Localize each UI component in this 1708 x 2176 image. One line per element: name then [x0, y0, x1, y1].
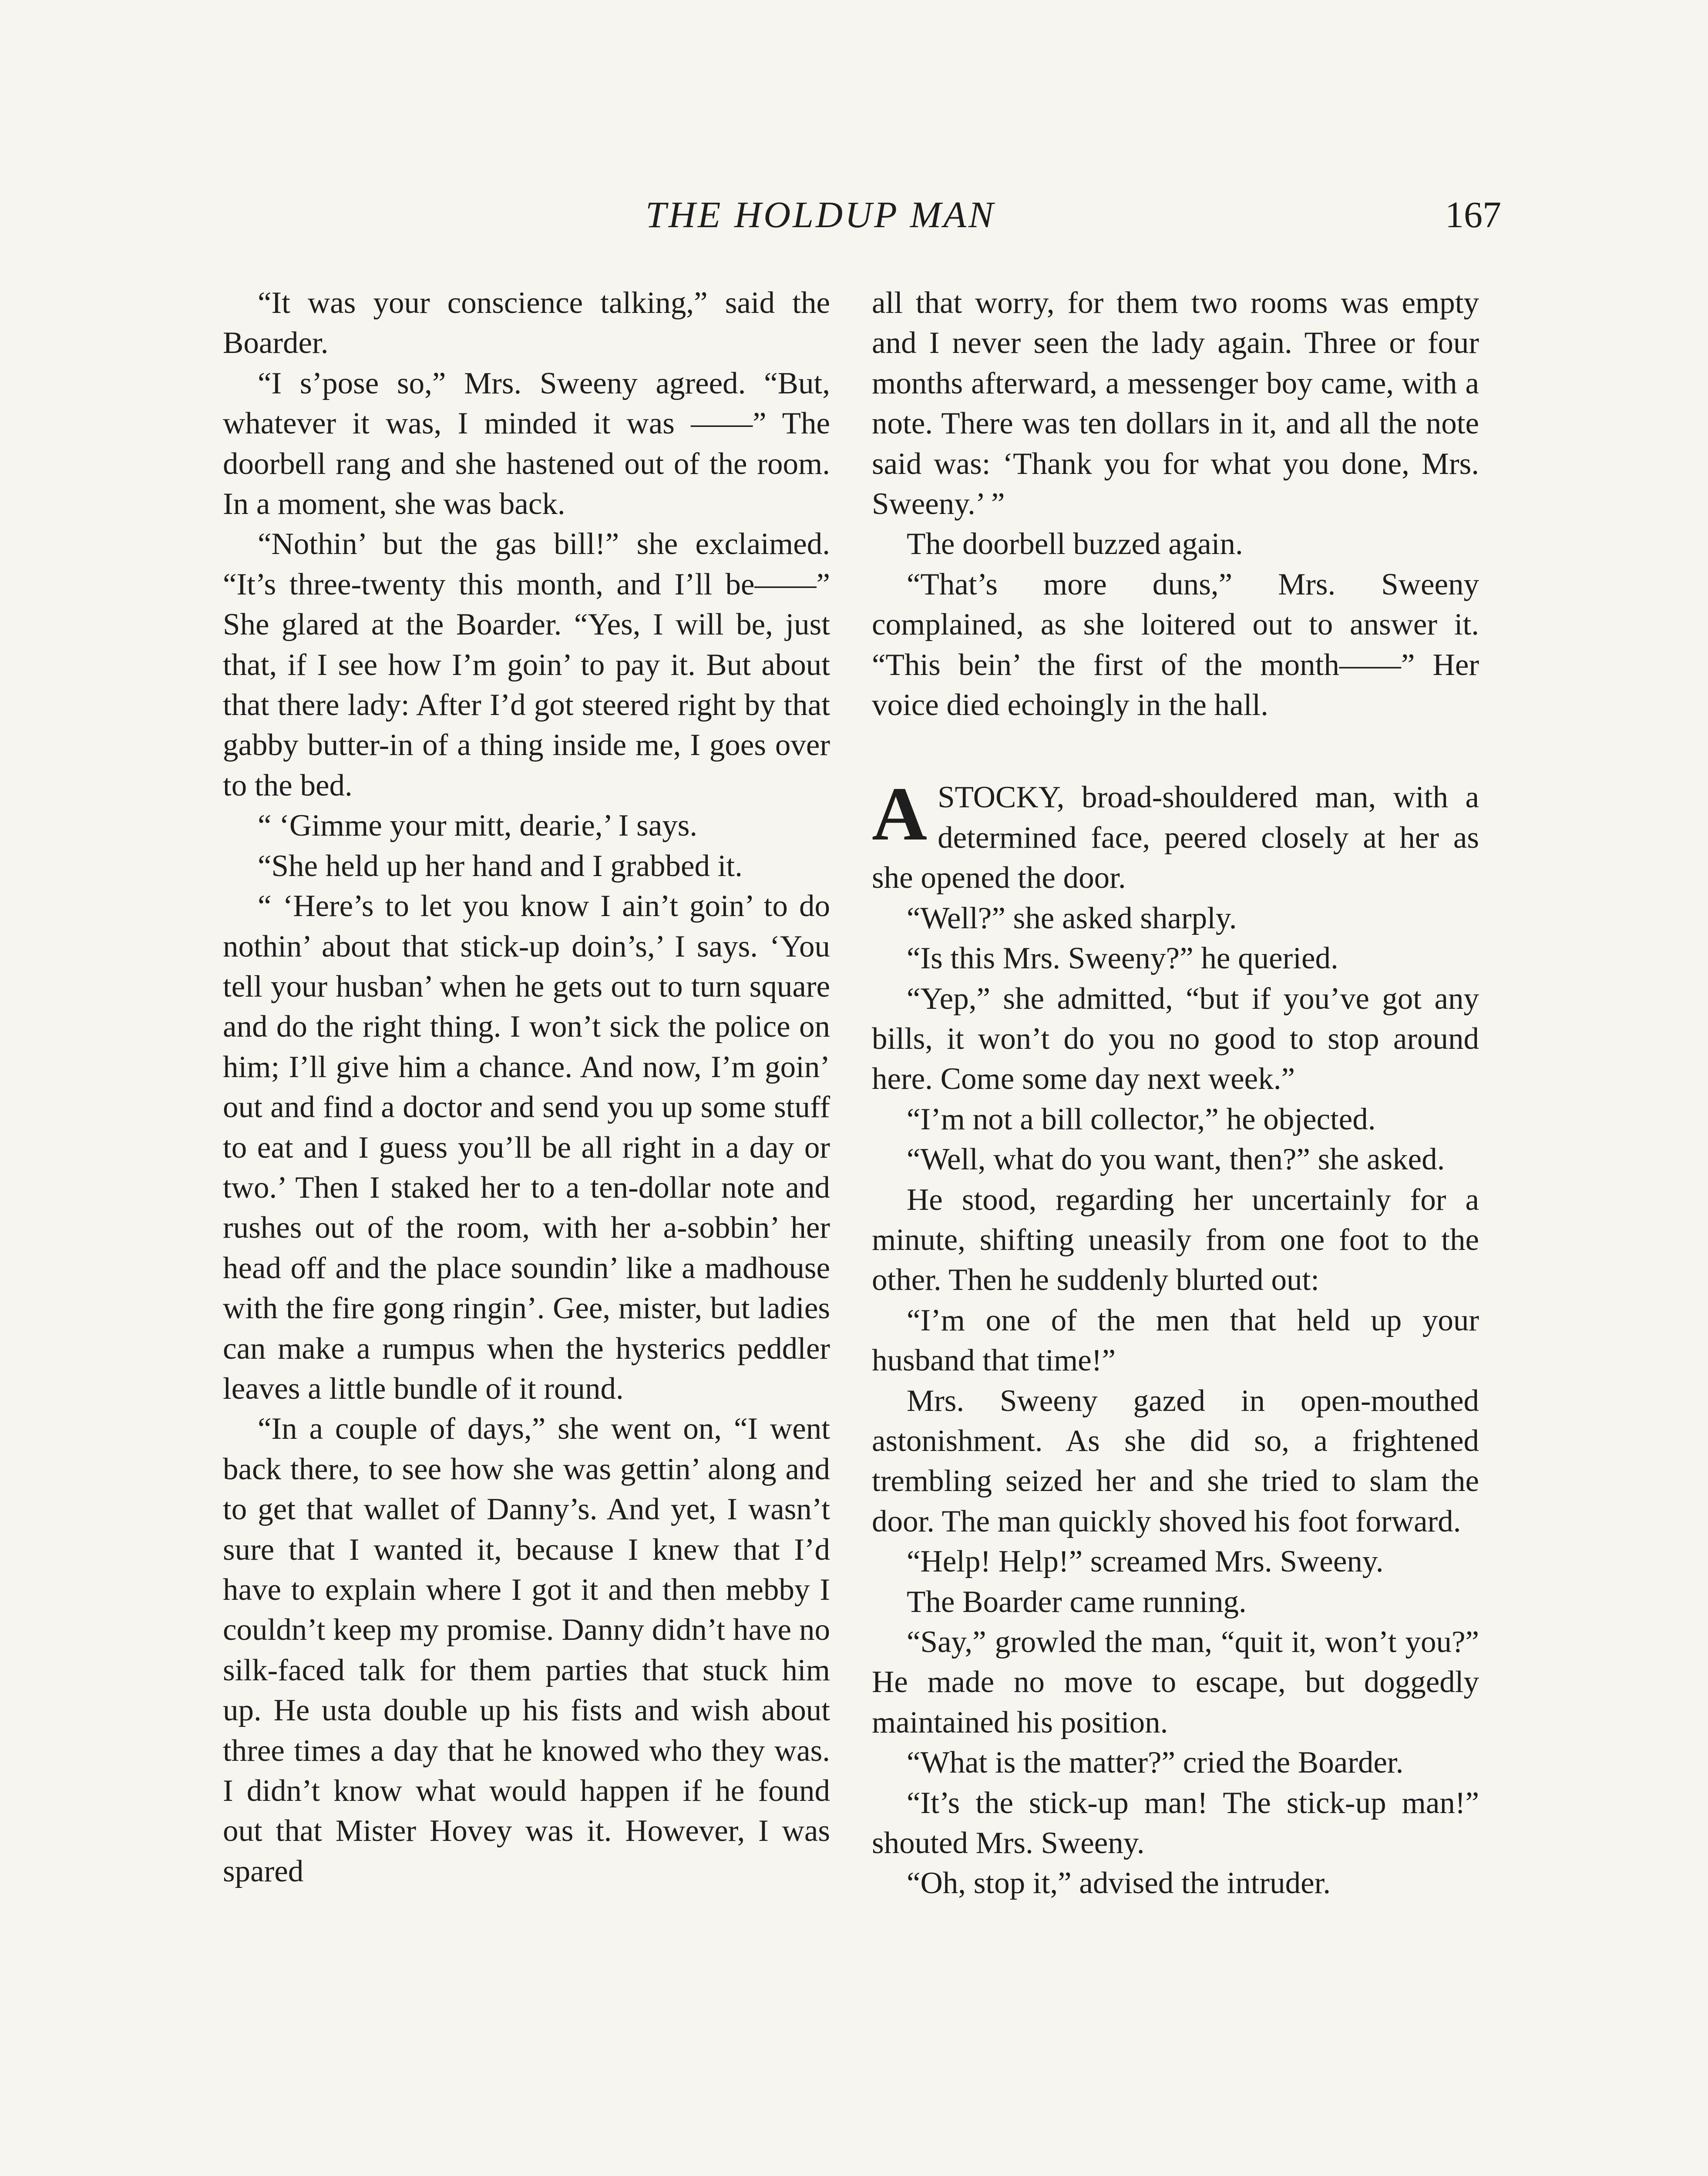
right-text-column — [872, 283, 1479, 1904]
right-column-dialogue — [872, 898, 1479, 1904]
paragraph: “What is the matter?” cried the Boarder. — [907, 1746, 1404, 1780]
paragraph: “Is this Mrs. Sweeny?” he queried. — [907, 941, 1338, 976]
paragraph: He stood, regarding her uncertainly for a minute, shifting uneasily from one foot to the other. Then he suddenly blurted out: — [872, 1182, 1479, 1297]
paragraph: “That’s more duns,” Mrs. Sweeny complained, as she loitered out to answer it. “This bein’ the first of the month——” Her voice died echoingly in the hall. — [872, 567, 1479, 722]
paragraph: The doorbell buzzed again. — [907, 527, 1243, 561]
section-opening-text: STOCKY, broad-shouldered man, with a determined face, peered closely at her as she opened the door. — [872, 780, 1479, 895]
section-opening-paragraph — [872, 772, 1479, 898]
paragraph: “In a couple of days,” she went on, “I went back there, to see how she was gettin’ along and to get that wallet of Danny’s. And yet, I wasn’t sure that I wanted it, because I knew that I’d have to explain where I got it and then mebby I couldn’t keep my promise. Danny didn’t have no silk-faced talk for them parties that stuck him up. He usta double up his fists and wish about three times a day that he knowed who they was. I didn’t know what would happen if he found out that Mister Hovey was it. However, I was spared — [223, 1412, 830, 1888]
paragraph: “I s’pose so,” Mrs. Sweeny agreed. “But, whatever it was, I minded it was ——” The doorbell rang and she hastened out of the room. In a moment, she was back. — [223, 366, 830, 521]
paragraph: “ ‘Here’s to let you know I ain’t goin’ to do nothin’ about that stick-up doin’s,’ I says. ‘You tell your husban’ when he gets out to turn square and do the right thing. I won’t sick the police on him; I’ll give him a chance. And now, I’m goin’ out and find a doctor and send you up some stuff to eat and I guess you’ll be all right in a day or two.’ Then I staked her to a ten-dollar note and rushes out of the room, with her a-sobbin’ her head off and the place soundin’ like a madhouse with the fire gong ringin’. Gee, mister, but ladies can make a rumpus when the hysterics peddler leaves a little bundle of it round. — [223, 889, 830, 1406]
right-column-continuation — [872, 283, 1479, 725]
page-number: 167 — [1445, 194, 1501, 235]
paragraph: “Well, what do you want, then?” she asked. — [907, 1142, 1445, 1177]
running-head-title: THE HOLDUP MAN — [646, 194, 996, 235]
paragraph: all that worry, for them two rooms was empty and I never seen the lady again. Three or four months afterward, a messenger boy came, with a note. There was ten dollars in it, and all the note said was: ‘Thank you for what you done, Mrs. Sweeny.’ ” — [872, 286, 1479, 521]
drop-cap: A — [872, 772, 928, 857]
paragraph: Mrs. Sweeny gazed in open-mouthed astonishment. As she did so, a frightened trembling seized her and she tried to slam the door. The man quickly shoved his foot forward. — [872, 1384, 1479, 1538]
paragraph: “Oh, stop it,” advised the intruder. — [907, 1866, 1331, 1901]
paragraph: “It’s the stick-up man! The stick-up man!” shouted Mrs. Sweeny. — [872, 1786, 1479, 1860]
paragraph: “I’m one of the men that held up your husband that time!” — [872, 1303, 1479, 1378]
paragraph: “Nothin’ but the gas bill!” she exclaimed. “It’s three-twenty this month, and I’ll be——” She glared at the Boarder. “Yes, I will be, just that, if I see how I’m goin’ to pay it. But about that there lady: After I’d got steered right by that gabby butter-in of a thing inside me, I goes over to the bed. — [223, 527, 830, 803]
paragraph: “I’m not a bill collector,” he objected. — [907, 1102, 1376, 1136]
paragraph: “Help! Help!” screamed Mrs. Sweeny. — [907, 1545, 1384, 1579]
paragraph: “Say,” growled the man, “quit it, won’t you?” He made no move to escape, but doggedly maintained his position. — [872, 1625, 1479, 1739]
paragraph: “It was your conscience talking,” said the Boarder. — [223, 286, 830, 360]
paragraph: “ ‘Gimme your mitt, dearie,’ I says. — [258, 809, 698, 843]
paragraph: “Well?” she asked sharply. — [907, 901, 1237, 935]
paragraph: “Yep,” she admitted, “but if you’ve got any bills, it won’t do you no good to stop around here. Come some day next week.” — [872, 981, 1479, 1096]
left-text-column — [223, 283, 830, 1891]
paragraph: The Boarder came running. — [907, 1585, 1247, 1619]
paragraph: “She held up her hand and I grabbed it. — [258, 849, 743, 883]
